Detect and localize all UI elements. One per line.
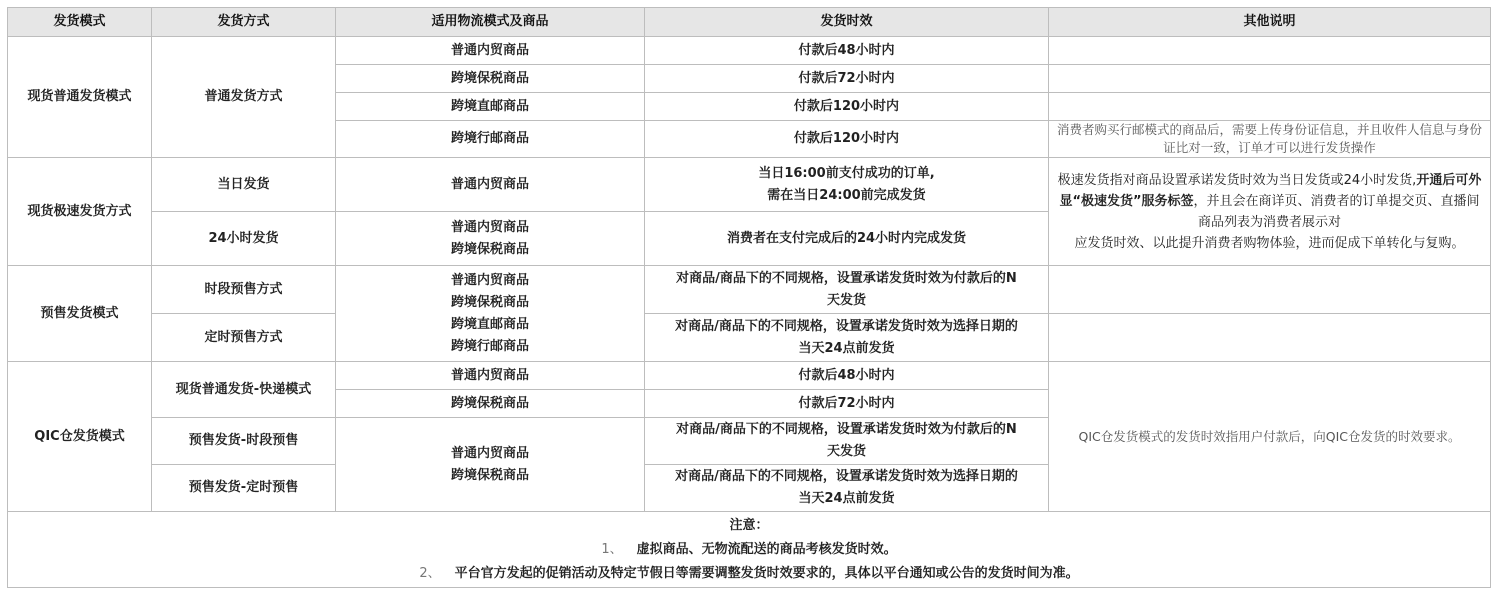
goods-line: 普通内贸商品 <box>450 445 529 461</box>
time-line: 对商品/商品下的不同规格，设置承诺发货时效为选择日期的 <box>675 469 1018 484</box>
note-text: 极速发货指对商品设置承诺发货时效为当日发货或24小时发货, <box>1057 172 1417 188</box>
footer-title: 注意： <box>729 517 769 533</box>
method-timed-presale: 定时预售方式 <box>152 314 336 362</box>
footer-row <box>8 512 1491 588</box>
goods-cell: 跨境直邮商品 <box>336 93 645 121</box>
note-bold-text: 开通后可外显“极速发货”服务标签 <box>1059 172 1482 209</box>
time-line: 对商品/商品下的不同规格，设置承诺发货时效为选择日期的 <box>675 318 1018 334</box>
time-cell <box>645 158 1049 212</box>
shipping-rules-table-wrapper <box>7 7 1491 588</box>
footer-item <box>14 562 1484 586</box>
note-cell-empty <box>1049 266 1491 314</box>
goods-line: 跨境直邮商品 <box>450 316 529 332</box>
goods-cell: 跨境行邮商品 <box>336 121 645 158</box>
note-cell-empty <box>1049 314 1491 362</box>
note-text: 应发货时效、以此提升消费者购物体验，进而促成下单转化与复购。 <box>1074 235 1465 251</box>
note-cell-empty <box>1049 37 1491 65</box>
mode-presale: 预售发货模式 <box>8 266 152 362</box>
goods-line: 跨境保税商品 <box>450 241 529 257</box>
note-cell-mail-id: 消费者购买行邮模式的商品后，需要上传身份证信息，并且收件人信息与身份证比对一致，订单才可以进行发货操作 <box>1049 121 1491 158</box>
goods-cell: 跨境保税商品 <box>336 65 645 93</box>
time-line: 天发货 <box>826 292 866 308</box>
method-qic-period-presale: 预售发货-时段预售 <box>152 418 336 465</box>
note-cell-empty <box>1049 93 1491 121</box>
table-row <box>8 314 1491 362</box>
method-qic-timed-presale: 预售发货-定时预售 <box>152 465 336 512</box>
method-same-day: 当日发货 <box>152 158 336 212</box>
time-line: 对商品/商品下的不同规格，设置承诺发货时效为付款后的N <box>676 270 1017 286</box>
header-goods: 适用物流模式及商品 <box>336 8 645 37</box>
table-row <box>8 158 1491 212</box>
time-cell: 付款后72小时内 <box>645 65 1049 93</box>
method-period-presale: 时段预售方式 <box>152 266 336 314</box>
time-cell <box>645 266 1049 314</box>
method-qic-express: 现货普通发货-快递模式 <box>152 362 336 418</box>
goods-cell: 跨境保税商品 <box>336 390 645 418</box>
note-cell-fast <box>1049 158 1491 266</box>
time-cell: 付款后72小时内 <box>645 390 1049 418</box>
time-cell <box>645 418 1049 465</box>
mode-normal: 现货普通发货模式 <box>8 37 152 158</box>
method-24h: 24小时发货 <box>152 212 336 266</box>
goods-line: 跨境保税商品 <box>450 294 529 310</box>
time-line: 当天24点前发货 <box>798 491 895 506</box>
time-line: 对商品/商品下的不同规格，设置承诺发货时效为付款后的N <box>676 422 1017 437</box>
footer-item-num: 2、 <box>419 565 441 581</box>
time-cell: 付款后120小时内 <box>645 121 1049 158</box>
time-line: 需在当日24:00前完成发货 <box>767 187 926 203</box>
header-mode: 发货模式 <box>8 8 152 37</box>
note-text: ，并且会在商详页、消费者的订单提交页、直播间商品列表为消费者展示对 <box>1193 193 1480 230</box>
time-cell: 付款后48小时内 <box>645 362 1049 390</box>
goods-line: 普通内贸商品 <box>450 219 529 235</box>
goods-line: 跨境保税商品 <box>450 467 529 483</box>
time-line: 当日16:00前支付成功的订单, <box>758 165 935 181</box>
goods-line: 跨境行邮商品 <box>450 338 529 354</box>
time-line: 天发货 <box>826 444 866 459</box>
note-cell-qic: QIC仓发货模式的发货时效指用户付款后，向QIC仓发货的时效要求。 <box>1049 362 1491 512</box>
header-time: 发货时效 <box>645 8 1049 37</box>
table-row <box>8 37 1491 65</box>
goods-cell <box>336 212 645 266</box>
header-row <box>8 8 1491 37</box>
time-line: 当天24点前发货 <box>798 340 895 356</box>
time-cell: 付款后48小时内 <box>645 37 1049 65</box>
goods-cell <box>336 418 645 512</box>
header-notes: 其他说明 <box>1049 8 1491 37</box>
table-row <box>8 266 1491 314</box>
mode-qic: QIC仓发货模式 <box>8 362 152 512</box>
table-row <box>8 362 1491 390</box>
footer-item-text: 平台官方发起的促销活动及特定节假日等需要调整发货时效要求的，具体以平台通知或公告的发货时间为准。 <box>454 565 1079 581</box>
goods-line: 普通内贸商品 <box>450 272 529 288</box>
goods-cell: 普通内贸商品 <box>336 37 645 65</box>
time-cell <box>645 314 1049 362</box>
header-method: 发货方式 <box>152 8 336 37</box>
goods-cell: 普通内贸商品 <box>336 362 645 390</box>
footer-notes <box>8 512 1491 588</box>
footer-item <box>14 538 1484 562</box>
goods-cell: 普通内贸商品 <box>336 158 645 212</box>
time-cell: 消费者在支付完成后的24小时内完成发货 <box>645 212 1049 266</box>
mode-fast: 现货极速发货方式 <box>8 158 152 266</box>
time-cell <box>645 465 1049 512</box>
shipping-rules-table <box>7 7 1491 588</box>
note-cell-empty <box>1049 65 1491 93</box>
goods-cell <box>336 266 645 362</box>
method-normal: 普通发货方式 <box>152 37 336 158</box>
footer-item-text: 虚拟商品、无物流配送的商品考核发货时效。 <box>636 541 897 557</box>
time-cell: 付款后120小时内 <box>645 93 1049 121</box>
footer-item-num: 1、 <box>601 541 623 557</box>
